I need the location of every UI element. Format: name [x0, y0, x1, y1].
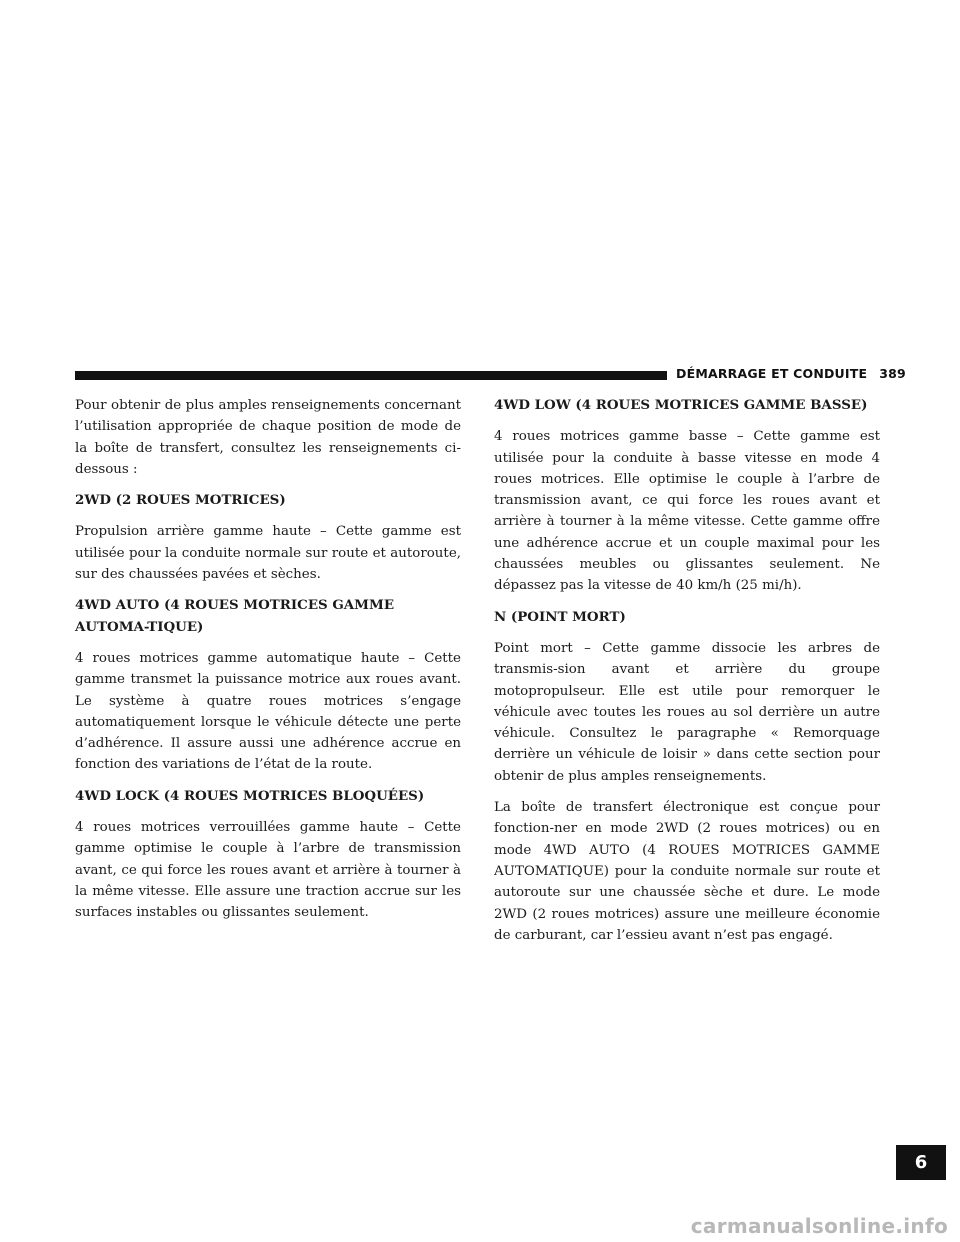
- chapter-tab: 6: [896, 1145, 946, 1180]
- paragraph-electronic-transfer: La boîte de transfert électronique est conçue pour fonction-ner en mode 2WD (2 roues motrices) ou en mode 4WD AUTO (4 ROUES MOTRICES GAMME AUTOMATIQUE) pour la conduite normale sur route et autoroute sur une chaussée sèche et dure. Le mode 2WD (2 roues motrices) assure une meilleure économie de carburant, car l’essieu avant n’est pas engagé.: [494, 800, 880, 943]
- left-column: [75, 395, 461, 934]
- heading-4wd-low: 4WD LOW (4 ROUES MOTRICES GAMME BASSE): [494, 397, 868, 413]
- watermark: carmanualsonline.info: [690, 1214, 948, 1238]
- paragraph-neutral: Point mort – Cette gamme dissocie les arbres de transmis-sion avant et arrière du groupe motopropulseur. Elle est utile pour remorquer le véhicule avec toutes les roues au sol derrière un autre véhicule. Consultez le paragraphe « Remorquage derrière un véhicule de loisir » dans cette section pour obtenir de plus amples renseignements.: [494, 640, 880, 784]
- intro-paragraph: Pour obtenir de plus amples renseignements concernant l’utilisation appropriée de chaque position de mode de la boîte de transfert, consultez les renseignements ci-dessous :: [75, 398, 461, 477]
- section-title: DÉMARRAGE ET CONDUITE: [676, 366, 868, 381]
- heading-neutral: N (POINT MORT): [494, 608, 626, 625]
- heading-4wd-auto: 4WD AUTO (4 ROUES MOTRICES GAMME AUTOMA-TIQUE): [75, 597, 395, 635]
- paragraph-4wd-auto: 4 roues motrices gamme automatique haute – Cette gamme transmet la puissance motrice aux roues avant. Le système à quatre roues motrices s’engage automatiquement lorsque le véhicule détecte une perte d’adhérence. Il assure aussi une adhérence accrue en fonction des variations de l’état de la route.: [75, 650, 461, 773]
- heading-2wd: 2WD (2 ROUES MOTRICES): [75, 492, 286, 509]
- header-rule: [75, 371, 667, 380]
- paragraph-4wd-low: 4 roues motrices gamme basse – Cette gamme est utilisée pour la conduite à basse vitesse en mode 4 roues motrices. Elle optimise le couple à l’arbre de transmission avant, ce qui force les roues avant et arrière à tourner à la même vitesse. Cette gamme offre une adhérence accrue et un couple maximal pour les chaussées meubles ou glissantes seulement. Ne dépassez pas la vitesse de 40 km/h (25 mi/h).: [494, 429, 880, 594]
- paragraph-4wd-lock: 4 roues motrices verrouillées gamme haute – Cette gamme optimise le couple à l’arbre de transmission avant, ce qui force les roues avant et arrière à tourner à la même vitesse. Elle assure une traction accrue sur les surfaces instables ou glissantes seulement.: [75, 820, 461, 921]
- running-header: [676, 366, 906, 381]
- heading-4wd-lock: 4WD LOCK (4 ROUES MOTRICES BLOQUÉES): [75, 787, 425, 804]
- right-column: [494, 395, 880, 956]
- paragraph-2wd: Propulsion arrière gamme haute – Cette gamme est utilisée pour la conduite normale sur route et autoroute, sur des chaussées pavées et sèches.: [75, 524, 461, 583]
- page-number: 389: [879, 366, 906, 381]
